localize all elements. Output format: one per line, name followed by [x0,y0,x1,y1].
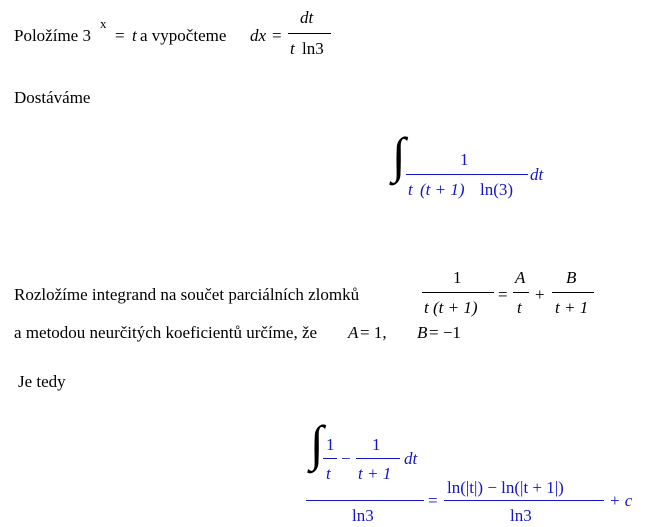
result-frac2-bar [356,458,400,459]
result-frac1-den: t [326,464,331,483]
pf-B-bar [552,292,594,293]
pf-plus: + [535,285,545,304]
equals-1: = [115,26,125,45]
integral-den-t: t [408,180,413,199]
fraction-denominator-t: t [290,39,295,58]
text-je-tedy: Je tedy [18,372,66,391]
integral-fraction-bar [406,174,528,175]
var-t: t [132,26,137,45]
pf-B: B [566,268,577,287]
pf-B-denominator: t + 1 [555,298,589,317]
result-rhs-numerator: ln(|t|) − ln(|t + 1|) [447,478,564,497]
text-dostavame: Dostáváme [14,88,91,107]
result-rhs-den: ln3 [510,506,532,525]
result-dt: dt [404,449,418,468]
text-partial-fractions: Rozložíme integrand na součet parciálních zlomků [14,285,360,304]
coef-B-value: = −1 [429,323,461,342]
result-equals: = [428,491,438,510]
pf-lhs-numerator: 1 [453,268,462,287]
result-frac1-num: 1 [326,435,335,454]
integral-den-t-plus-1: (t + 1) [420,180,465,199]
substitution-text: Položíme 3 [14,26,91,45]
substitution-mid-text: a vypočteme [140,26,227,45]
integral-dt: dt [530,165,544,184]
coef-A: A [348,323,359,342]
result-minus: − [341,449,351,468]
result-plus-c: + c [609,491,633,510]
result-rhs-bar [444,500,604,501]
result-integral-sign: ∫ [310,415,324,471]
pf-lhs-denominator: t (t + 1) [424,298,478,317]
pf-A-bar [513,292,529,293]
fraction-bar [288,33,331,34]
coef-A-value: = 1, [360,323,387,342]
integral-sign: ∫ [392,127,406,183]
fraction-denominator-ln: ln3 [302,39,324,58]
pf-A: A [515,268,526,287]
text-coefficients: a metodou neurčitých koeficientů určíme, že [14,323,318,342]
result-frac2-den: t + 1 [358,464,392,483]
fraction-numerator-dt: dt [300,8,314,27]
integral-numerator: 1 [460,150,469,169]
pf-equals: = [498,285,508,304]
integral-den-ln3: ln(3) [480,180,514,199]
result-frac1-bar [323,458,337,459]
coef-B: B [417,323,428,342]
var-dx: dx [250,26,267,45]
exponent-x: x [100,16,107,31]
equals-2: = [272,26,282,45]
result-lhs-bar [306,500,424,501]
result-lhs-den: ln3 [352,506,374,525]
pf-lhs-bar [422,292,494,293]
result-frac2-num: 1 [372,435,381,454]
pf-A-denominator: t [517,298,522,317]
